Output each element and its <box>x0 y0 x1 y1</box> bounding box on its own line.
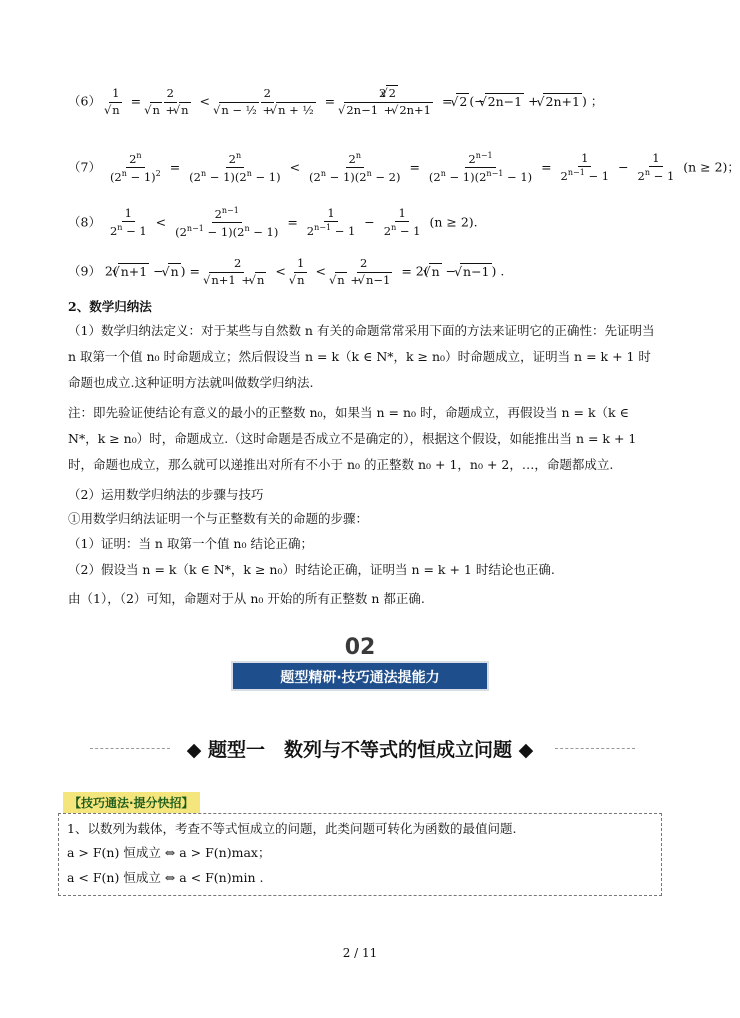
fraction: $\frac{1}{2^{n-1} - 1}$ <box>306 205 356 239</box>
fraction: 2 √ n − ½ + √ n + ½ <box>216 88 319 116</box>
formula-suffix: (n ≥ 2)； <box>683 159 740 175</box>
formula-suffix: (n ≥ 2). <box>429 214 478 230</box>
tip-tag: 【技巧通法·提分快招】 <box>63 792 200 813</box>
tip-line-2: a > F(n) 恒成立 ⇔ a > F(n)max； <box>67 845 271 860</box>
fraction: 2√ 2 √ 2n−1 + √ 2n+1 <box>341 88 436 116</box>
tip-line-1: 1、以数列为载体，考查不等式恒成立的问题，此类问题可转化为函数的最值问题. <box>67 821 517 836</box>
tip-box <box>58 813 662 896</box>
formula-6: （6） 1 √ n = 2 √ n + √ n < 2 √ n − ½ + √ n + ½ = 2√ 2 √ 2n−1 + √ 2n+1 = √ 2 (−√ 2n−1 + √ 2n+1 ) ； <box>68 88 603 116</box>
step-2: （2）假设当 n = k（k ∈ N*，k ≥ n₀）时结论正确，证明当 n = k + 1 时结论也正确. <box>68 562 555 577</box>
note-paragraph: 注：即先验证使结论有意义的最小的正整数 n₀，如果当 n = n₀ 时，命题成立，再假设当 n = k（k ∈ N*，k ≥ n₀）时，命题成立.（这时命题是否成立不是确定的），根据这个假设，如能推出当 n = k + 1 时，命题也成立，那么就可以递推出对所有不小于 n₀ 的正整数 n₀ + 1，n₀ + 2，…，命题都成立. <box>68 405 637 472</box>
divider-right <box>555 748 635 749</box>
definition-paragraph: （1）数学归纳法定义：对于某些与自然数 n 有关的命题常常采用下面的方法来证明它的正确性：先证明当 n 取第一个值 n₀ 时命题成立；然后假设当 n = k（k ∈ N*，k ≥ n₀）时命题成立，证明当 n = k + 1 时命题也成立.这种证明方法就叫做数学归纳法. <box>68 323 655 390</box>
tip-line-3: a < F(n) 恒成立 ⇔ a < F(n)min . <box>67 870 264 885</box>
fraction: $\frac{1}{2^n - 1}$ <box>383 205 421 239</box>
step-1: （1）证明：当 n 取第一个值 n₀ 结论正确； <box>68 536 313 551</box>
formula-suffix: . <box>500 263 505 279</box>
formula-suffix: ； <box>590 93 604 109</box>
formula-9: （9） 2(√ n+1 − √ n ) = 2 √ n+1 + √ n < 1 √ n < 2 √ n + √ n−1 = 2(√ n − √ n−1 ) . <box>68 258 504 286</box>
formula-label: （9） <box>68 263 101 279</box>
fraction: $\frac{2^n}{(2^n - 1)(2^n - 1)}$ <box>189 151 281 185</box>
steps-intro: ①用数学归纳法证明一个与正整数有关的命题的步骤： <box>68 511 369 526</box>
formula-label: （7） <box>68 159 101 175</box>
formula-8: （8） $\frac{1}{2^n - 1}$ < $\frac{2^{n-1}}{(2^{n-1} - 1)(2^n - 1)}$ = $\frac{1}{2^{n-1} - 1}$ − $\frac{1}{2^n - 1}$ (n ≥ 2). <box>68 205 478 240</box>
banner-number: 02 <box>344 635 376 660</box>
conclusion: 由（1），（2）可知，命题对于从 n₀ 开始的所有正整数 n 都正确. <box>68 591 425 606</box>
page-number: 2 / 11 <box>342 946 378 960</box>
fraction: 2 √ n + √ n <box>147 88 193 116</box>
section-heading: 2、数学归纳法 <box>68 299 152 314</box>
formula-label: （6） <box>68 93 101 109</box>
fraction: 1 √ n <box>107 88 125 116</box>
fraction: $\frac{2^{n-1}}{(2^n - 1)(2^{n-1} - 1)}$ <box>428 151 533 185</box>
steps-title: （2）运用数学归纳法的步骤与技巧 <box>68 487 264 502</box>
fraction: $\frac{2^n}{(2^n - 1)(2^n - 2)}$ <box>309 151 401 185</box>
fraction: $\frac{2^n}{(2^n - 1)^2}$ <box>109 151 161 185</box>
fraction: $\frac{1}{2^n - 1}$ <box>109 205 147 239</box>
section-banner <box>231 633 489 695</box>
formula-7: （7） $\frac{2^n}{(2^n - 1)^2}$ = $\frac{2^n}{(2^n - 1)(2^n - 1)}$ < $\frac{2^n}{(2^n - 1)(2^n - 2)}$ = $\frac{2^{n-1}}{(2^n - 1)(2^{n-1} - 1)}$ = $\frac{1}{2^{n-1} - 1}$ − $\frac{1}{2^n - 1}$ (n ≥ 2)； <box>68 150 740 185</box>
fraction: $\frac{1}{2^n - 1}$ <box>637 150 675 184</box>
banner-title: 题型精研·技巧通法提能力 <box>231 661 489 691</box>
formula-label: （8） <box>68 214 101 230</box>
fraction: 2 √ n + √ n−1 <box>332 258 395 286</box>
fraction: $\frac{2^{n-1}}{(2^{n-1} - 1)(2^n - 1)}$ <box>175 206 279 240</box>
section-title: ◆ 题型一 数列与不等式的恒成立问题 ◆ <box>186 739 534 761</box>
fraction: 1 √ n <box>292 258 310 286</box>
fraction: $\frac{1}{2^{n-1} - 1}$ <box>560 150 610 184</box>
fraction: 2 √ n+1 + √ n <box>206 258 269 286</box>
